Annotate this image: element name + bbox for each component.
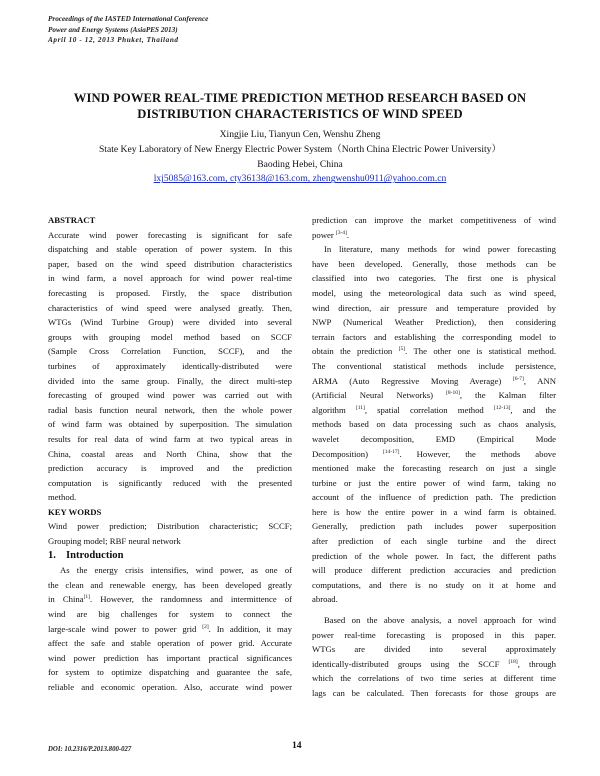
body-line: computations, and there is no study on it at home and	[312, 579, 556, 590]
conference-subtitle: Power and Energy Systems (AsiaPES 2013)	[48, 25, 178, 34]
body-line: wind direction, air pressure and temperature provided by	[312, 302, 556, 313]
citation: [2]	[202, 623, 209, 630]
body-line: lags can be calculated. Then forecasts for those groups are	[312, 688, 556, 698]
citation: [11]	[355, 404, 365, 411]
body-line: identically-distributed groups using the SCCF [18], through	[312, 658, 556, 669]
body-line: ARMA (Auto Regressive Moving Average) [6-7], ANN	[312, 375, 557, 386]
body-line: mentioned make the forecasting research on just a single	[312, 463, 556, 474]
body-line: wavelet decomposition, EMD (Empirical Mode	[312, 433, 556, 444]
paper-title	[40, 90, 560, 122]
body-line: prediction can improve the market competitiveness of wind	[312, 215, 556, 225]
body-line: Based on the above analysis, a novel approach for wind	[324, 615, 556, 626]
abstract-line: computation is significantly reduced with the presented	[48, 477, 292, 488]
abstract-line: divided into the same group. Finally, the direct multi-step	[48, 375, 292, 386]
body-line: terrain factors and establishing the corresponding model to	[312, 331, 556, 342]
citation: [1]	[83, 594, 91, 601]
abstract-line: paper, based on the wind speed distribution characteristics	[48, 258, 292, 269]
section-number: 1.	[48, 549, 56, 561]
left-column	[48, 213, 292, 695]
body-line: turbine or just the entire power of wind farm, taking no	[312, 477, 556, 488]
citation: [6-7]	[512, 375, 524, 382]
abstract-line: results for real data of wind farm at two typical areas in	[48, 433, 292, 444]
body-line: methods based on data processing such as chaos analysis,	[312, 419, 556, 430]
abstract-line: China, coastal areas and North China, show that the	[48, 448, 292, 459]
intro-line: affect the safe and stable operation of power grid. Accurate	[48, 638, 292, 649]
abstract-line: in wind farm, a novel approach for wind power real-time	[48, 273, 292, 284]
body-line: (Artificial Neural Networks) [8-10], the Kalman filter	[312, 390, 557, 401]
body-line: here is how the entire power in a wind farm is obtained.	[312, 506, 556, 517]
abstract-line: forecasting is proposed. Firstly, the space distribution	[48, 287, 292, 298]
body-line: Decomposition) [14-17]. However, the methods above	[312, 448, 556, 459]
citation: [18]	[508, 658, 518, 665]
keywords-line: Wind power prediction; Distribution characteristic; SCCF;	[48, 521, 292, 532]
abstract-heading: ABSTRACT	[48, 215, 96, 225]
title-line-2: DISTRIBUTION CHARACTERISTICS OF WIND SPEED	[137, 107, 463, 121]
body-line: NWP (Numerical Weather Prediction), then considering	[312, 317, 556, 328]
conference-name: Proceedings of the IASTED International Conference	[48, 15, 209, 23]
intro-line: wind are big challenges for system to connect the	[48, 609, 292, 620]
intro-line: wind power prediction has important practical significances	[48, 652, 292, 663]
body-line: will produce different prediction accuracies and prediction	[312, 565, 556, 576]
keywords-line: Grouping model; RBF neural network	[48, 536, 181, 547]
citation: [8-10]	[446, 390, 460, 397]
intro-line: for system to optimize dispatching and guarantee the safe,	[48, 667, 292, 678]
title-line-1: WIND POWER REAL-TIME PREDICTION METHOD RESEARCH BASED ON	[73, 91, 527, 105]
conference-header	[48, 14, 208, 46]
body-line: model, using the meteorological data such as wind speed,	[312, 287, 556, 298]
author-names: Xingjie Liu, Tianyun Cen, Wenshu Zheng	[219, 129, 381, 140]
abstract-line: groups with grouping model method based on SCCF	[48, 331, 292, 342]
intro-line: the clean and renewable energy, has been developed greatly	[48, 579, 292, 590]
abstract-line: prediction accuracy is improved and the prediction	[48, 463, 292, 474]
citation: [5]	[398, 346, 406, 353]
email-links[interactable]: lxj5085@163.com, cty36138@163.com, zhengwenshu0911@yahoo.com.cn	[153, 173, 447, 185]
body-line: power real-time forecasting is proposed in this paper.	[312, 629, 556, 640]
body-line: The conventional statistical methods include persistence,	[312, 360, 556, 371]
abstract-line: method.	[48, 492, 77, 503]
author-block	[40, 128, 560, 187]
body-line: abroad.	[312, 594, 338, 605]
body-line: power [3-4].	[312, 229, 350, 240]
body-line: after prediction of each single turbine and the direct	[312, 536, 556, 547]
doi-footer: DOI: 10.2316/P.2013.800-027	[48, 746, 132, 753]
abstract-line: (Sample Cross Correlation Function, SCCF), and the	[48, 346, 292, 357]
keywords-heading: KEY WORDS	[48, 506, 102, 517]
section-heading-introduction	[48, 549, 292, 564]
body-line: have been developed. Generally, those methods can be	[312, 258, 556, 269]
citation: [14-17]	[382, 448, 400, 455]
body-line: classified into two categories. The first one is physical	[312, 273, 556, 284]
abstract-line: radial basis function neural network, then the whole power	[48, 404, 292, 415]
affiliation: State Key Laboratory of New Energy Electric Power System（North China Electric Power University）	[98, 143, 502, 155]
city: Baoding Hebei, China	[257, 158, 343, 170]
intro-line: reliable and economic operation. Also, accurate wind power	[48, 682, 292, 692]
abstract-line: Accurate wind power forecasting is significant for safe	[48, 229, 292, 240]
body-line: algorithm [11], spatial correlation method [12-13], and the	[312, 404, 556, 415]
section-title: Introduction	[66, 549, 124, 561]
intro-line: large-scale wind power to power grid [2]. In addition, it may	[48, 623, 292, 634]
citation: [3-4]	[335, 229, 347, 236]
page-number: 14	[292, 740, 302, 751]
abstract-line: turbines of approximately identically-distributed were	[48, 360, 292, 371]
abstract-line: of wind farm was obtained by superposition. The simulation	[48, 419, 292, 430]
right-column	[312, 213, 556, 701]
abstract-line: characteristics of wind speed were analysed greatly. Then,	[48, 302, 292, 313]
body-line: obtain the prediction [5]. The other one is statistical method.	[312, 346, 556, 357]
abstract-line: forecasting of grouped wind power was carried out with	[48, 390, 292, 401]
citation: [12-13]	[493, 404, 511, 411]
intro-line: As the energy crisis intensifies, wind power, as one of	[60, 565, 292, 576]
conference-date: April 10 - 12, 2013 Phuket, Thailand	[48, 36, 179, 44]
abstract-line: dispatching and stable operation of power system. In this	[48, 244, 292, 255]
body-line: account of the influence of prediction path. The prediction	[312, 492, 556, 503]
abstract-line: WTGs (Wind Turbine Group) were divided into several	[48, 317, 292, 328]
body-line: Generally, prediction path includes power superposition	[312, 521, 556, 532]
body-line: which the correlations of two time series at different time	[312, 673, 556, 684]
body-line: prediction of the whole power. In fact, the different paths	[312, 550, 556, 561]
body-line: In literature, many methods for wind power forecasting	[324, 244, 556, 255]
intro-line: in China[1]. However, the randomness and intermittence of	[48, 594, 293, 605]
body-line: WTGs are divided into several approximately	[312, 644, 556, 655]
